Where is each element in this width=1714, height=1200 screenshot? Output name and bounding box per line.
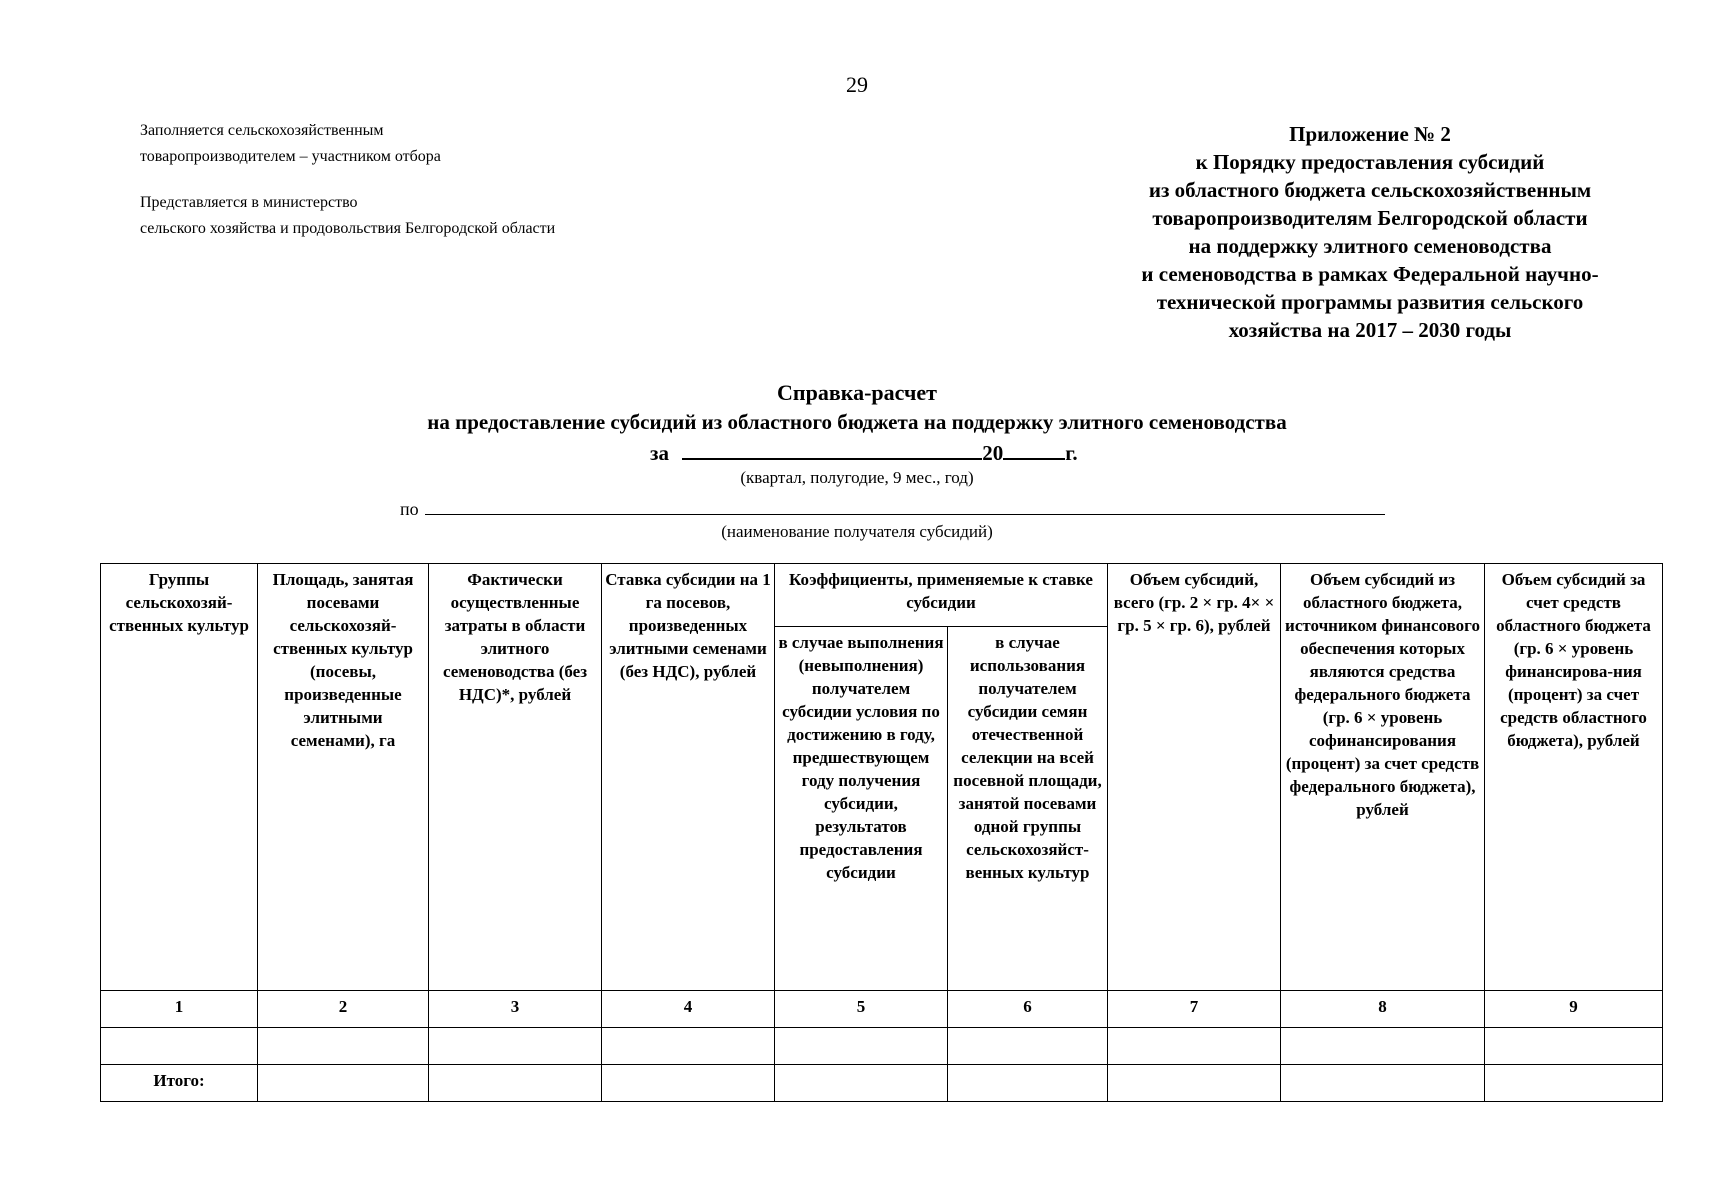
period-year-prefix: 20 xyxy=(982,441,1004,465)
header-coef-results: в случае выполнения (невыполнения) получателем субсидии условия по достижению в году, предшествующем году получения субсидии, результатов предоставления субсидии xyxy=(775,627,948,991)
submission-note xyxy=(140,190,555,242)
column-number: 9 xyxy=(1485,991,1663,1028)
page-number: 29 xyxy=(846,72,868,97)
appendix-line: Приложение № 2 xyxy=(1289,122,1451,146)
data-cell[interactable] xyxy=(101,1028,258,1065)
header-crop-groups: Группы сельскохозяй-ственных культур xyxy=(101,564,258,991)
appendix-line: и семеноводства в рамках Федеральной научно- xyxy=(1141,262,1599,286)
column-number: 7 xyxy=(1108,991,1281,1028)
filler-note-line: Заполняется сельскохозяйственным xyxy=(140,122,384,139)
document-title: Справка-расчет xyxy=(777,380,937,405)
header-subsidy-rate: Ставка субсидии на 1 га посевов, произведенных элитными семенами (без НДС), рублей xyxy=(602,564,775,991)
total-row xyxy=(101,1065,1663,1102)
column-number: 6 xyxy=(948,991,1108,1028)
appendix-line: из областного бюджета сельскохозяйственным xyxy=(1148,178,1592,202)
total-cell[interactable] xyxy=(258,1065,429,1102)
column-numbers-row xyxy=(101,991,1663,1028)
recipient-prefix: по xyxy=(400,499,419,519)
header-federal-subsidy: Объем субсидий из областного бюджета, источником финансового обеспечения которых являются средства федерального бюджета (гр. 6 × уровень софинансирования (процент) за счет средств федерального бюджета), рублей xyxy=(1281,564,1485,991)
column-number: 5 xyxy=(775,991,948,1028)
total-cell[interactable] xyxy=(602,1065,775,1102)
total-cell[interactable] xyxy=(775,1065,948,1102)
header-coefficients: Коэффициенты, применяемые к ставке субсидии xyxy=(775,564,1108,627)
submission-note-line: Представляется в министерство xyxy=(140,194,358,211)
column-number: 2 xyxy=(258,991,429,1028)
column-number: 4 xyxy=(602,991,775,1028)
data-cell[interactable] xyxy=(775,1028,948,1065)
data-row xyxy=(101,1028,1663,1065)
filler-note xyxy=(140,118,441,170)
period-prefix: за xyxy=(650,441,669,465)
header-total-subsidy: Объем субсидий, всего (гр. 2 × гр. 4× × гр. 5 × гр. 6), рублей xyxy=(1108,564,1281,991)
total-cell[interactable] xyxy=(1108,1065,1281,1102)
column-number: 8 xyxy=(1281,991,1485,1028)
total-cell[interactable] xyxy=(429,1065,602,1102)
data-cell[interactable] xyxy=(1108,1028,1281,1065)
appendix-line: хозяйства на 2017 – 2030 годы xyxy=(1228,318,1512,342)
appendix-line: на поддержку элитного семеноводства xyxy=(1188,234,1552,258)
period-field xyxy=(650,438,1078,466)
recipient-blank[interactable] xyxy=(425,496,1385,515)
recipient-hint: (наименование получателя субсидий) xyxy=(721,522,993,541)
column-number: 3 xyxy=(429,991,602,1028)
filler-note-line: товаропроизводителем – участником отбора xyxy=(140,148,441,165)
period-suffix: г. xyxy=(1065,441,1078,465)
total-cell[interactable] xyxy=(1281,1065,1485,1102)
data-cell[interactable] xyxy=(258,1028,429,1065)
header-actual-costs: Фактически осуществленные затраты в области элитного семеноводства (без НДС)*, рублей xyxy=(429,564,602,991)
data-cell[interactable] xyxy=(1281,1028,1485,1065)
total-cell[interactable] xyxy=(1485,1065,1663,1102)
document-subtitle: на предоставление субсидий из областного бюджета на поддержку элитного семеноводства xyxy=(427,410,1287,434)
appendix-line: товаропроизводителям Белгородской области xyxy=(1152,206,1588,230)
header-regional-subsidy: Объем субсидий за счет средств областного бюджета (гр. 6 × уровень финансирова-ния (процент) за счет средств областного бюджета), рублей xyxy=(1485,564,1663,991)
period-hint: (квартал, полугодие, 9 мес., год) xyxy=(740,468,974,487)
appendix-heading xyxy=(1090,120,1650,344)
data-cell[interactable] xyxy=(429,1028,602,1065)
total-cell[interactable] xyxy=(948,1065,1108,1102)
data-cell[interactable] xyxy=(1485,1028,1663,1065)
year-blank[interactable] xyxy=(1003,438,1065,460)
total-label: Итого: xyxy=(101,1065,258,1102)
data-cell[interactable] xyxy=(602,1028,775,1065)
header-area: Площадь, занятая посевами сельскохозяй-ственных культур (посевы, произведенные элитными семенами), га xyxy=(258,564,429,991)
data-cell[interactable] xyxy=(948,1028,1108,1065)
header-coef-domestic-seeds: в случае использования получателем субсидии семян отечественной селекции на всей посевной площади, занятой посевами одной группы сельскохозяйст-венных культур xyxy=(948,627,1108,991)
appendix-line: технической программы развития сельского xyxy=(1156,290,1584,314)
submission-note-line: сельского хозяйства и продовольствия Белгородской области xyxy=(140,220,556,237)
period-blank[interactable] xyxy=(682,438,982,460)
column-number: 1 xyxy=(101,991,258,1028)
recipient-field xyxy=(400,496,1385,520)
calculation-table xyxy=(100,563,1663,1102)
appendix-line: к Порядку предоставления субсидий xyxy=(1195,150,1545,174)
